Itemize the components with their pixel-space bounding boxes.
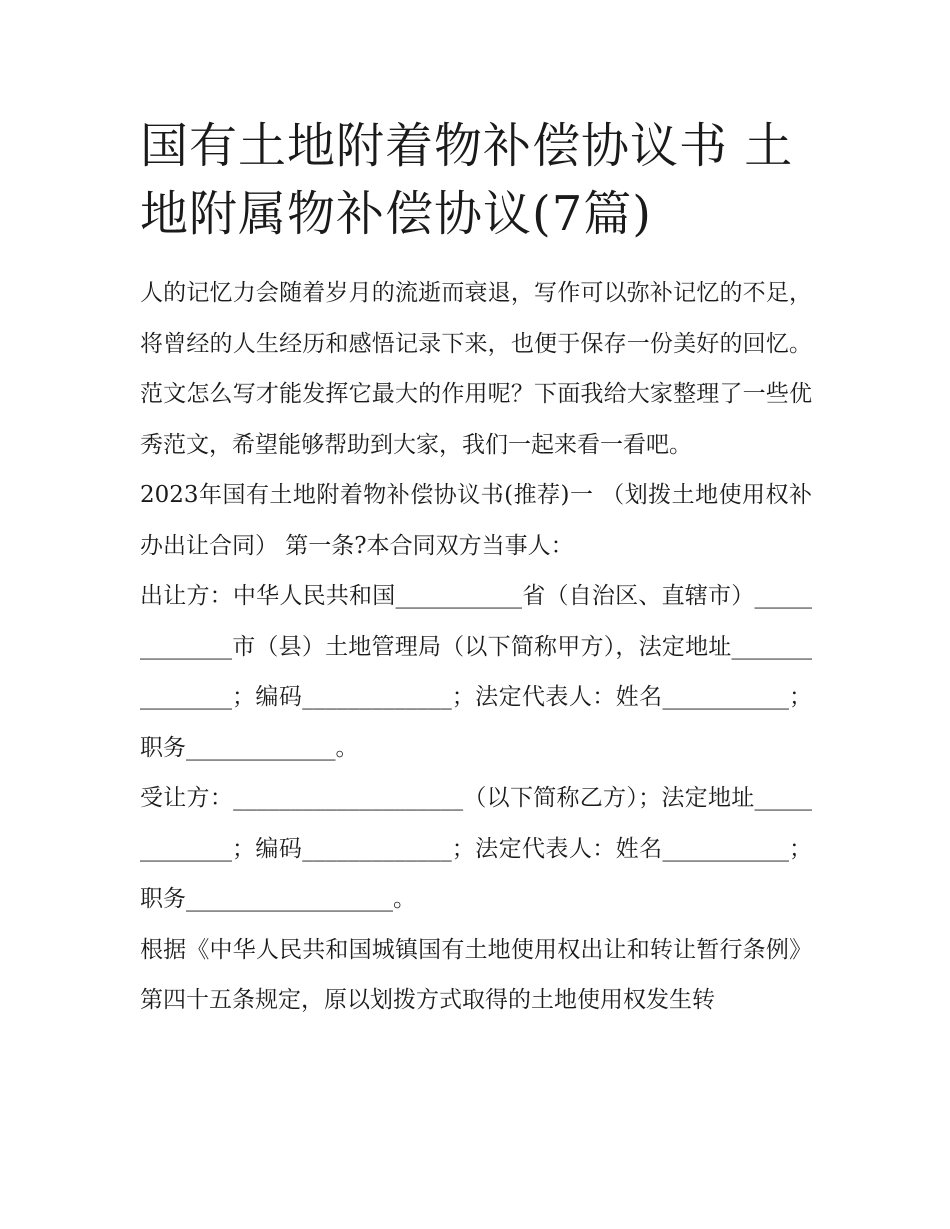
basis-paragraph: 根据《中华人民共和国城镇国有土地使用权出让和转让暂行条例》第四十五条规定，原以划拨方式取得的土地使用权发生转: [140, 936, 812, 1013]
grantee-paragraph: 受让方：____________________（以下简称乙方）；法定地址_____________；编码_____________；法定代表人：姓名___________；职务__________________。: [140, 785, 812, 912]
document-title: 国有土地附着物补偿协议书 土地附属物补偿协议(7篇): [140, 118, 794, 242]
document-page: [140, 112, 812, 1026]
grantor-paragraph: 出让方：中华人民共和国___________省（自治区、直辖市）_____________市（县）土地管理局（以下简称甲方），法定地址_______________；编码_____________；法定代表人：姓名___________；职务_____________。: [140, 583, 812, 761]
intro-paragraph: 人的记忆力会随着岁月的流逝而衰退，写作可以弥补记忆的不足，将曾经的人生经历和感悟记录下来，也便于保存一份美好的回忆。范文怎么写才能发挥它最大的作用呢？下面我给大家整理了一些优秀范文，希望能够帮助到大家，我们一起来看一看吧。: [140, 280, 812, 458]
section-heading-paragraph: 2023年国有土地附着物补偿协议书(推荐)一 （划拨土地使用权补办出让合同） 第一条?本合同双方当事人：: [140, 482, 812, 559]
